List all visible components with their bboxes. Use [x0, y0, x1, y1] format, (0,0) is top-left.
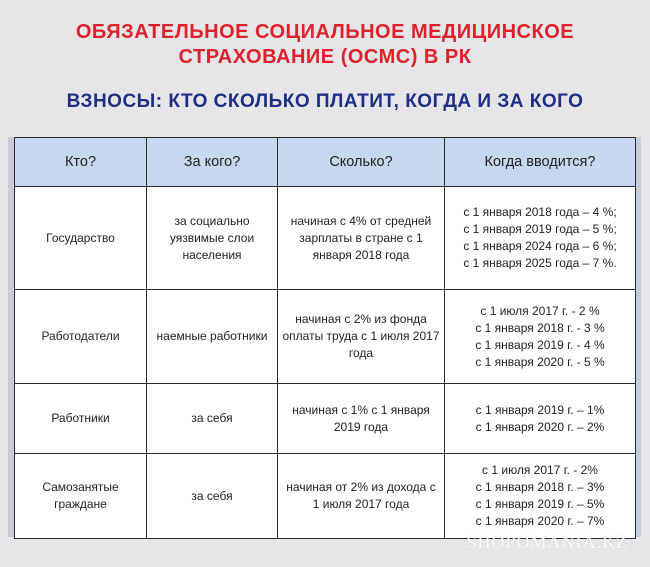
table-header-row [15, 138, 636, 187]
cell-for-whom: за социально уязвимые слои населения [147, 187, 278, 290]
date-line: с 1 января 2018 г. – 3% [475, 480, 605, 494]
date-line: с 1 июля 2017 г. - 2% [482, 463, 598, 477]
date-line: с 1 января 2024 года – 6 %; [463, 239, 617, 253]
date-line: с 1 июля 2017 г. - 2 % [480, 303, 600, 318]
date-line: с 1 января 2018 года – 4 %; [463, 205, 617, 219]
contributions-table [14, 137, 636, 539]
date-line: с 1 января 2025 года – 7 %. [463, 256, 617, 270]
title-line-2: СТРАХОВАНИЕ (ОСМС) В РК [178, 46, 472, 68]
page-subtitle: ВЗНОСЫ: КТО СКОЛЬКО ПЛАТИТ, КОГДА И ЗА КОГО [66, 91, 584, 112]
date-line: с 1 января 2019 года – 5 %; [463, 222, 617, 236]
date-line: с 1 января 2020 г. - 5 % [475, 354, 605, 369]
header-when: Когда вводится? [445, 138, 636, 187]
cell-for-whom: наемные работники [147, 290, 278, 384]
cell-when [445, 290, 636, 384]
date-line: с 1 января 2019 г. – 5% [475, 497, 605, 511]
table-panel [8, 137, 641, 537]
page-title [0, 20, 650, 70]
date-line: с 1 января 2020 г. – 2% [475, 419, 605, 434]
table-row [15, 187, 636, 290]
cell-how-much: начиная от 2% из дохода с 1 июля 2017 года [278, 454, 445, 539]
cell-who: Работодатели [15, 290, 147, 384]
date-line: с 1 января 2018 г. - 3 % [475, 320, 605, 335]
cell-when [445, 187, 636, 290]
cell-who: Самозанятые граждане [15, 454, 147, 539]
cell-how-much: начиная с 1% с 1 января 2019 года [278, 384, 445, 454]
cell-who: Государство [15, 187, 147, 290]
date-line: с 1 января 2019 г. - 4 % [475, 337, 605, 352]
header-who: Кто? [15, 138, 147, 187]
cell-when [445, 454, 636, 539]
table-row [15, 384, 636, 454]
header-how-much: Сколько? [278, 138, 445, 187]
cell-when [445, 384, 636, 454]
table-row [15, 290, 636, 384]
cell-for-whom: за себя [147, 454, 278, 539]
watermark: SHOPOMANIA.KZ [466, 532, 628, 552]
table-row [15, 454, 636, 539]
header-for-whom: За кого? [147, 138, 278, 187]
cell-for-whom: за себя [147, 384, 278, 454]
date-line: с 1 января 2020 г. – 7% [475, 514, 605, 528]
cell-how-much: начиная с 2% из фонда оплаты труда с 1 июля 2017 года [278, 290, 445, 384]
date-line: с 1 января 2019 г. – 1% [475, 402, 605, 417]
cell-how-much: начиная с 4% от средней зарплаты в стране с 1 января 2018 года [278, 187, 445, 290]
title-line-1: ОБЯЗАТЕЛЬНОЕ СОЦИАЛЬНОЕ МЕДИЦИНСКОЕ [75, 21, 575, 43]
cell-who: Работники [15, 384, 147, 454]
